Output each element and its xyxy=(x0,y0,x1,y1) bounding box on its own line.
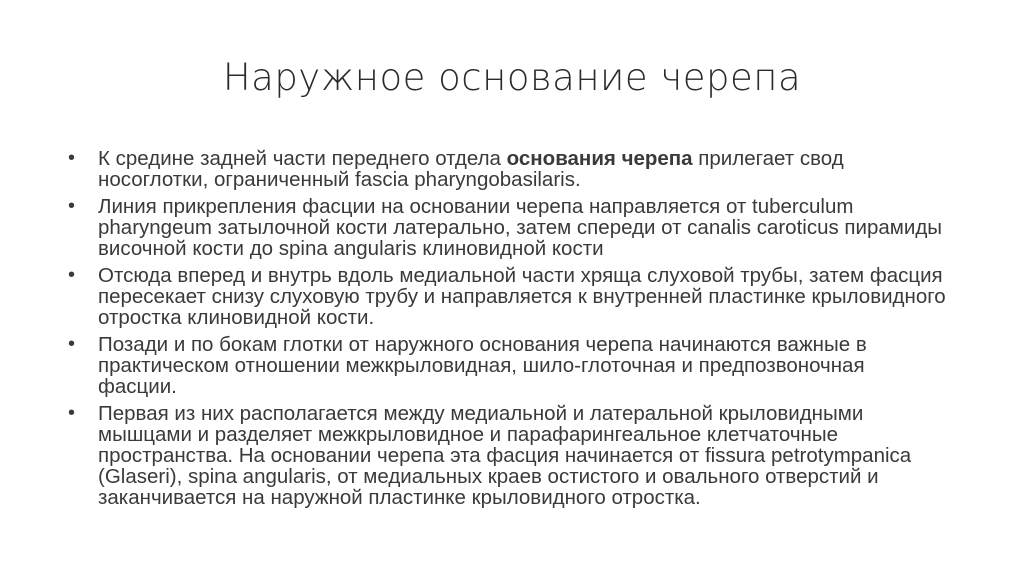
bullet-dot: • xyxy=(68,333,76,355)
bullet-item xyxy=(68,148,948,190)
bullet-text: Линия прикрепления фасции на основании черепа направляется от tuberculum pharyngeum затылочной кости латерально, затем спереди от canalis caroticus пирамиды височной кости до spina angularis клиновидной кости xyxy=(98,195,943,260)
bullet-text-end: прилегает свод носоглотки, ограниченный fascia pharyngobasilaris. xyxy=(98,147,844,191)
bullet-text: Отсюда вперед и внутрь вдоль медиальной части хряща слуховой трубы, затем фасция пересекает снизу слуховую трубу и направляется к внутренней пластинке крыловидного отростка клиновидной кости. xyxy=(98,264,946,329)
slide-title: Наружное основание черепа xyxy=(222,56,802,99)
bullet-dot: • xyxy=(68,402,76,424)
bullet-item xyxy=(68,334,948,397)
bullet-dot: • xyxy=(68,264,76,286)
bullet-item xyxy=(68,196,948,259)
bullet-list xyxy=(68,148,948,514)
bullet-text-start: К средине задней части переднего отдела xyxy=(98,147,507,170)
bullet-item xyxy=(68,403,948,508)
bullet-text: Позади и по бокам глотки от наружного основания черепа начинаются важные в практическом отношении межкрыловидная, шило-глоточная и предпозвоночная фасции. xyxy=(98,333,867,398)
bullet-text-bold: основания черепа xyxy=(506,147,693,170)
bullet-text: Первая из них располагается между медиальной и латеральной крыловидными мышцами и разделяет межкрыловидное и парафарингеальное клетчаточные пространства. На основании черепа эта фасция начинается от fissura petrotympanica (Glaseri), spina angularis, от медиальных краев остистого и овального отверстий и заканчивается на наружной пластинке крыловидного отростка. xyxy=(98,402,912,509)
bullet-dot: • xyxy=(68,195,76,217)
bullet-item xyxy=(68,265,948,328)
bullet-dot: • xyxy=(68,147,76,169)
